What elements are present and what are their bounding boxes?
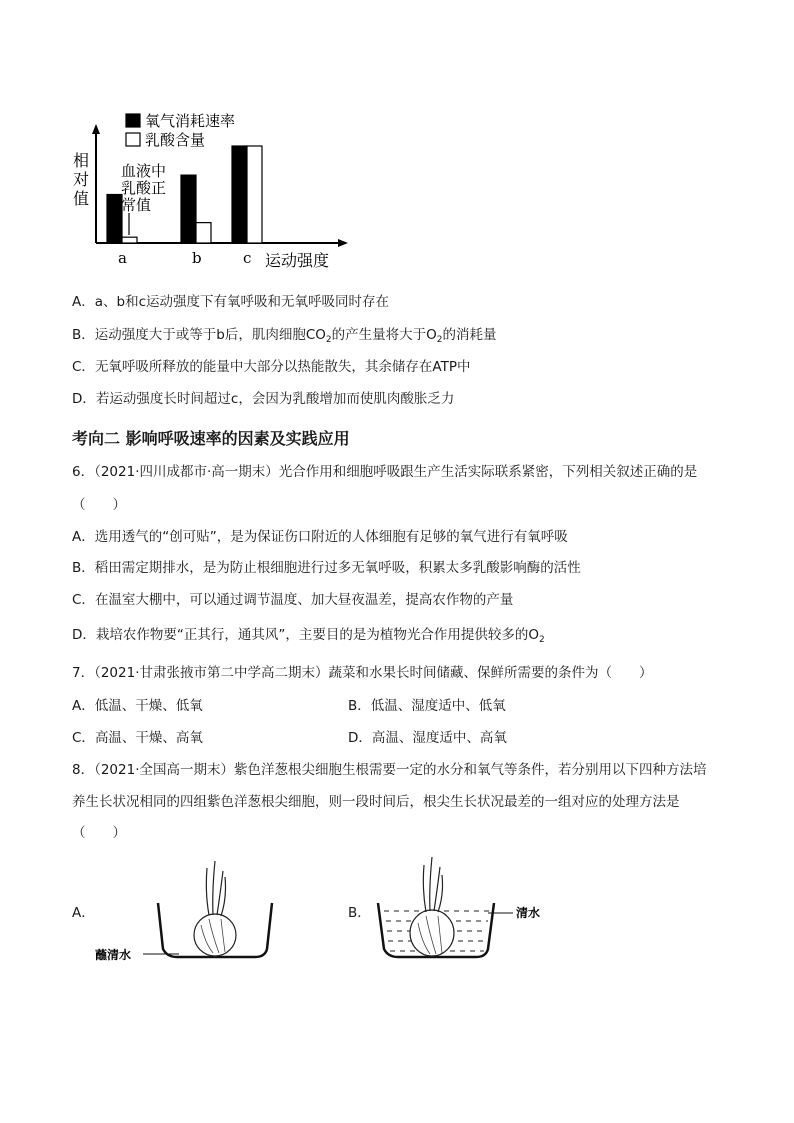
q5-option-c[interactable] — [72, 358, 471, 376]
q6-option-d[interactable] — [72, 626, 545, 649]
legend-label: 氧气消耗速率 — [145, 112, 236, 130]
option-text: 在温室大棚中，可以通过调节温度、加大昼夜温差，提高农作物的产量 — [94, 592, 514, 608]
option-prefix: D． — [72, 391, 96, 407]
option-text: 的产生量将大于O — [331, 327, 437, 343]
option-prefix: B． — [348, 698, 371, 714]
bar-c-lactic — [247, 146, 262, 243]
x-axis-arrow — [338, 239, 348, 247]
option-text: 选用透气的“创可贴”，是为保证伤口附近的人体细胞有足够的氧气进行有氧呼吸 — [94, 529, 568, 545]
q7-option-a[interactable] — [72, 697, 203, 715]
legend-swatch — [126, 133, 140, 146]
q8-stem-line1: 8．（2021·全国高一期末）紫色洋葱根尖细胞生根需要一定的水分和氧气等条件，若分别用以下四种方法培 — [72, 762, 707, 778]
q6-answer-blank: （ ） — [72, 497, 126, 513]
y-axis-label: 相 — [73, 151, 90, 170]
option-prefix: A． — [72, 529, 95, 545]
bar-c-oxygen — [232, 146, 247, 243]
option-prefix: C． — [72, 592, 95, 608]
q7-stem: 7．（2021·甘肃张掖市第二中学高二期末）蔬菜和水果长时间储藏、保鲜所需要的条件为（ ） — [72, 665, 653, 681]
section-title: 考向二 影响呼吸速率的因素及实践应用 — [72, 429, 350, 448]
option-prefix: D． — [72, 627, 96, 643]
option-text: 高温、干燥、高氧 — [94, 730, 203, 746]
oxygen-lactic-acid-bar-chart — [60, 110, 360, 270]
subscript: 2 — [539, 635, 545, 645]
subscript: 2 — [325, 335, 332, 345]
bar-b-lactic — [196, 223, 211, 243]
q6-option-c[interactable] — [72, 591, 513, 609]
annotation-text: 常值 — [121, 196, 152, 214]
option-text: a、b和c运动强度下有氧呼吸和无氧呼吸同时存在 — [94, 294, 390, 310]
q8-option-b-label[interactable]: B． — [348, 905, 371, 921]
q6-option-a[interactable] — [72, 528, 568, 546]
option-prefix: B． — [72, 327, 95, 343]
option-text: 无氧呼吸所释放的能量中大部分以热能散失，其余储存在ATP中 — [94, 359, 471, 375]
q5-option-b[interactable] — [72, 326, 497, 349]
q6-option-b[interactable] — [72, 559, 581, 577]
bar-b-oxygen — [181, 175, 196, 243]
option-prefix: C． — [72, 359, 95, 375]
onion-water-pot-figure — [370, 853, 570, 968]
option-text: 的消耗量 — [442, 327, 497, 343]
fig-a-caption: 蘸清水 — [95, 948, 132, 962]
option-text: 低温、干燥、低氧 — [94, 698, 203, 714]
option-text: 稻田需定期排水，是为防止根细胞进行过多无氧呼吸，积累太多乳酸影响酶的活性 — [94, 560, 581, 576]
option-prefix: D． — [348, 730, 372, 746]
q5-option-a[interactable] — [72, 293, 389, 311]
q7-option-d[interactable] — [348, 729, 507, 747]
option-text: 运动强度大于或等于b后，肌肉细胞CO — [94, 327, 326, 343]
q7-option-b[interactable] — [348, 697, 506, 715]
q8-stem-line2: 养生长状况相同的四组紫色洋葱根尖细胞，则一段时间后，根尖生长状况最差的一组对应的处理方法是 — [72, 794, 680, 810]
q7-option-c[interactable] — [72, 729, 203, 747]
option-text: 若运动强度长时间超过c，会因为乳酸增加而使肌肉酸胀乏力 — [95, 391, 455, 407]
bar-a-oxygen — [107, 195, 122, 244]
onion-icon — [410, 857, 454, 956]
x-axis-label: 运动强度 — [265, 251, 330, 270]
option-prefix: B． — [72, 560, 95, 576]
fig-b-caption: 清水 — [516, 906, 541, 920]
option-text: 高温、湿度适中、高氧 — [371, 730, 507, 746]
bar-a-lactic — [122, 237, 137, 243]
x-tick-label: c — [243, 249, 252, 267]
option-prefix: A． — [72, 698, 95, 714]
legend-label: 乳酸含量 — [145, 131, 206, 149]
y-axis-label: 对 — [73, 170, 90, 189]
annotation-text: 血液中 — [121, 162, 167, 180]
legend-swatch — [126, 114, 140, 127]
q6-stem: 6．（2021·四川成都市·高一期末）光合作用和细胞呼吸跟生产生活实际联系紧密，下列相关叙述正确的是 — [72, 464, 698, 480]
subscript: 2 — [436, 335, 443, 345]
annotation-text: 乳酸正 — [121, 179, 167, 197]
q8-option-a-label[interactable]: A． — [72, 905, 95, 921]
option-prefix: A． — [72, 294, 95, 310]
y-axis-label: 值 — [73, 189, 90, 208]
onion-icon — [194, 861, 236, 956]
option-prefix: C． — [72, 730, 95, 746]
chart-labels — [73, 112, 329, 270]
q8-answer-blank: （ ） — [72, 825, 126, 841]
y-axis-arrow — [92, 124, 100, 134]
q5-option-d[interactable] — [72, 390, 454, 408]
option-text: 栽培农作物要“正其行，通其风”，主要目的是为植物光合作用提供较多的O — [95, 627, 540, 643]
x-tick-label: a — [118, 249, 127, 267]
option-text: 低温、湿度适中、低氧 — [370, 698, 506, 714]
onion-dry-pot-figure — [95, 853, 325, 968]
x-tick-label: b — [192, 249, 202, 267]
